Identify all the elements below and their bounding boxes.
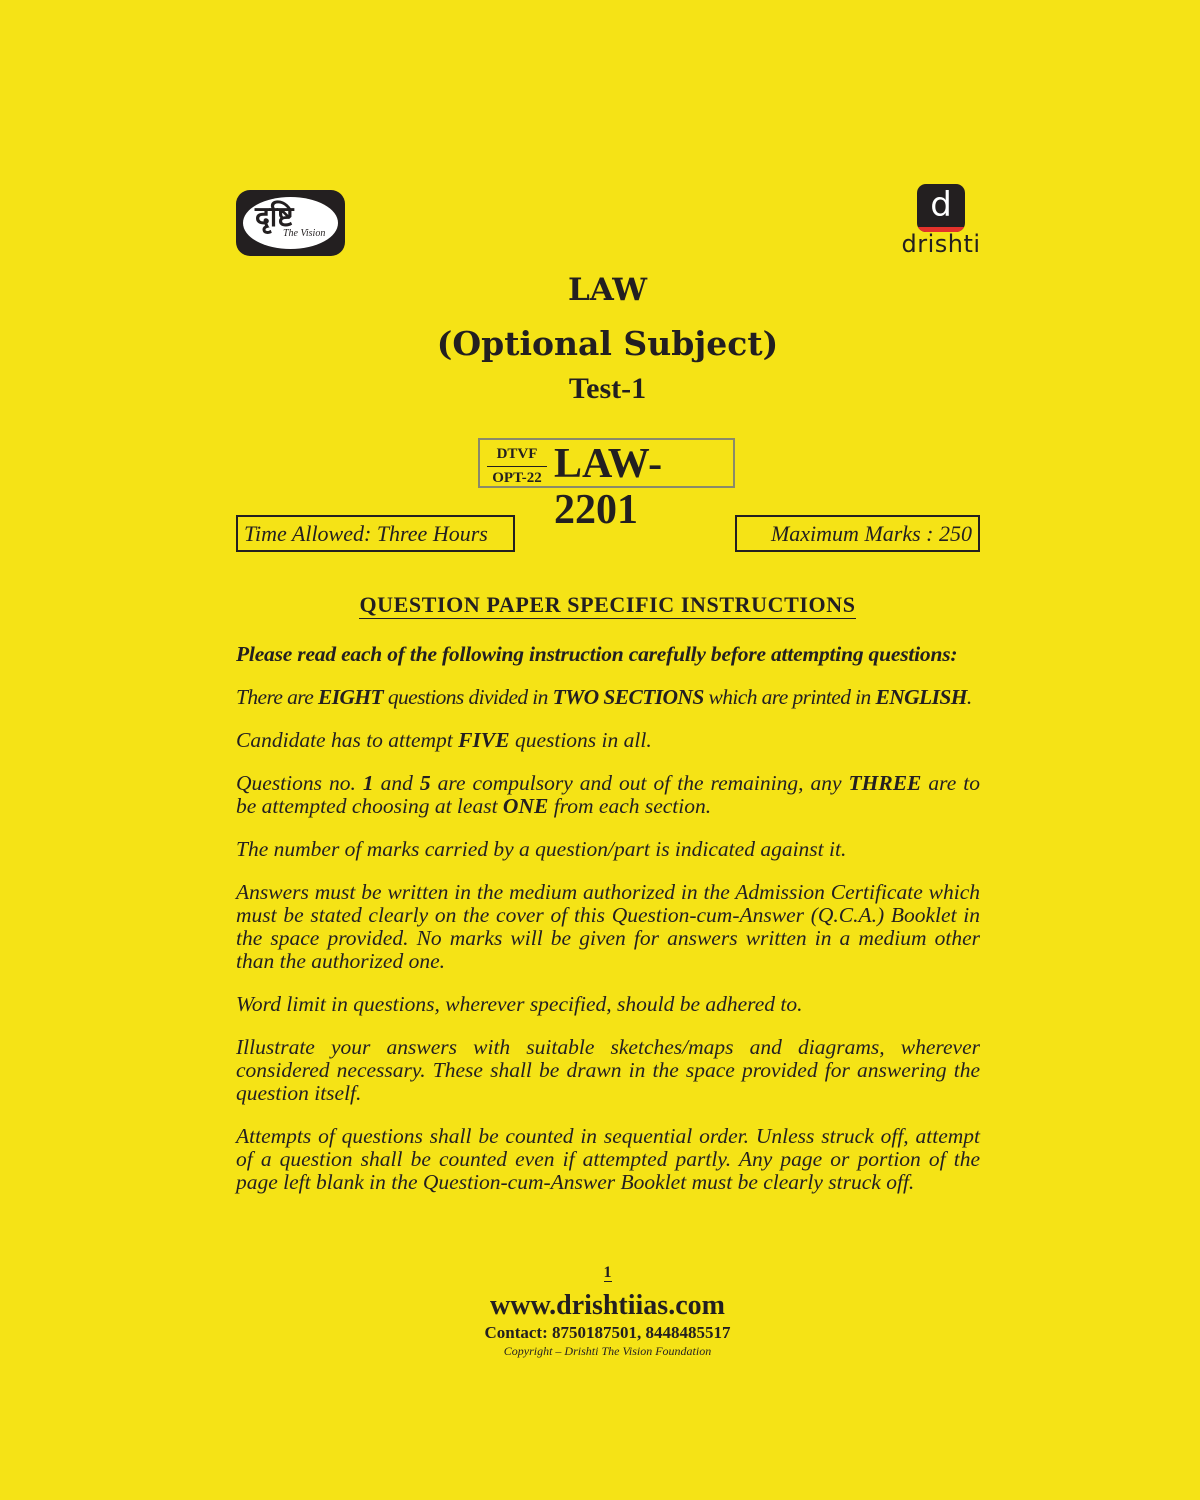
subject-title: LAW	[567, 272, 648, 308]
test-number: Test-1	[568, 372, 647, 405]
logo-tagline: The Vision	[283, 228, 326, 239]
instruction-1: There are EIGHT questions divided in TWO SECTIONS which are printed in ENGLISH.	[236, 685, 972, 709]
instruction-8: Attempts of questions shall be counted in sequential order. Unless struck off, attempt of a question shall be counted even if attempted partly. Any page or portion of the page left blank in the Question-cum-Answer Booklet must be clearly struck off.	[236, 1124, 980, 1194]
instructions-heading	[0, 592, 1200, 618]
instruction-7: Illustrate your answers with suitable sketches/maps and diagrams, wherever considered necessary. These shall be drawn in the space provided for answering the question itself.	[236, 1035, 980, 1105]
paper-code-box	[478, 438, 735, 533]
instruction-4: The number of marks carried by a question/part is indicated against it.	[236, 837, 847, 861]
instruction-2: Candidate has to attempt FIVE questions in all.	[236, 728, 652, 752]
page-number-text: 1	[603, 1264, 612, 1281]
code-prefix-top: DTVF	[496, 446, 538, 462]
time-allowed-box: Time Allowed: Three Hours	[236, 515, 515, 552]
subject-subtitle: (Optional Subject)	[436, 324, 779, 363]
maximum-marks-box: Maximum Marks : 250	[735, 515, 980, 552]
copyright-notice: Copyright – Drishti The Vision Foundation	[503, 1344, 712, 1358]
instruction-5: Answers must be written in the medium authorized in the Admission Certificate which must be stated clearly on the cover of this Question-cum-Answer (Q.C.A.) Booklet in the space provided. No marks will be given for answers written in a medium other than the authorized one.	[236, 880, 980, 973]
instruction-6: Word limit in questions, wherever specified, should be adhered to.	[236, 992, 803, 1016]
logo-letter: d	[930, 185, 952, 225]
instructions-heading-text: QUESTION PAPER SPECIFIC INSTRUCTIONS	[359, 592, 856, 617]
instruction-lead: Please read each of the following instruction carefully before attempting questions:	[236, 642, 958, 666]
code-divider	[487, 466, 547, 467]
contact-info: Contact: 8750187501, 8448485517	[484, 1323, 731, 1342]
logo-tile-icon	[917, 184, 965, 232]
drishti-hindi-logo	[236, 190, 345, 256]
logo-hindi-text: दृष्टि	[255, 200, 294, 233]
website-link[interactable]: www.drishtiias.com	[490, 1290, 725, 1321]
logo-wordmark: drishti	[901, 230, 981, 258]
drishti-app-logo	[900, 184, 984, 264]
instruction-3: Questions no. 1 and 5 are compulsory and out of the remaining, any THREE are to be attempted choosing at least ONE from each section.	[236, 771, 980, 818]
code-prefix-bottom: OPT-22	[492, 470, 542, 486]
page-number	[0, 1264, 1200, 1282]
instructions-body	[236, 643, 980, 1214]
paper-code: LAW-2201	[554, 441, 663, 533]
